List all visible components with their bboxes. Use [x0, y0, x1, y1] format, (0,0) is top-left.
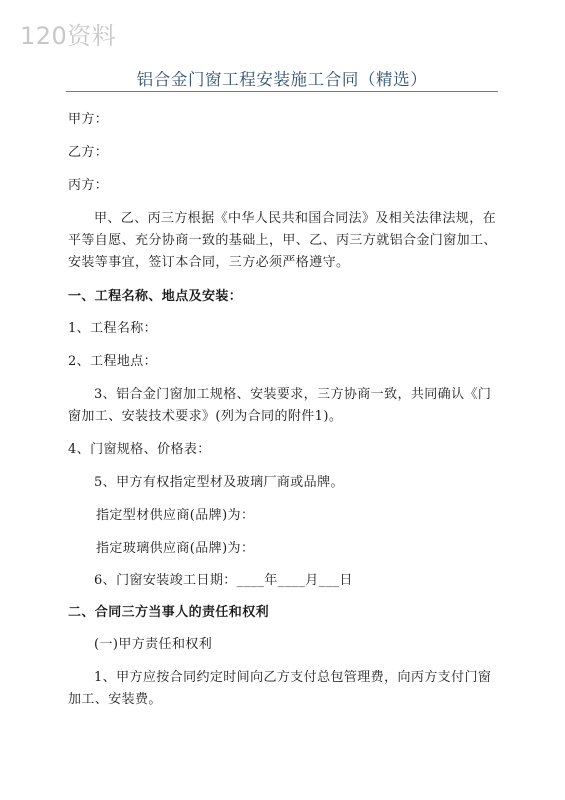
- clause-brand-rights: 5、甲方有权指定型材及玻璃厂商或品牌。: [94, 475, 344, 490]
- clause-project-location: 2、工程地点：: [68, 354, 158, 369]
- clause-spec-line: 窗加工、安装技术要求》(列为合同的附件1)。: [68, 409, 343, 424]
- glass-supplier-line: 指定玻璃供应商(品牌)为：: [96, 541, 255, 556]
- clause-price-table: 4、门窗规格、价格表：: [68, 442, 211, 457]
- completion-date-line: 6、门窗安装竣工日期：____年____月___日: [94, 573, 353, 588]
- title-underline: [66, 91, 498, 92]
- section-heading-1: 一、工程名称、地点及安装：: [68, 289, 243, 304]
- document-title: 铝合金门窗工程安装施工合同（精选）: [136, 70, 428, 89]
- watermark: 120资料: [20, 22, 117, 50]
- clause-spec-line: 3、铝合金门窗加工规格、安装要求，三方协商一致，共同确认《门: [94, 387, 492, 402]
- party-c-label: 丙方：: [68, 178, 109, 193]
- clause-payment-line: 1、甲方应按合同约定时间向乙方支付总包管理费，向丙方支付门窗: [94, 670, 492, 685]
- preamble-line: 安装等事宜，签订本合同，三方必须严格遵守。: [68, 255, 350, 270]
- party-a-label: 甲方：: [68, 112, 109, 127]
- subsection-party-a: (一)甲方责任和权利: [94, 637, 213, 652]
- preamble-line: 甲、乙、丙三方根据《中华人民共和国合同法》及相关法律法规，在: [94, 211, 497, 226]
- clause-payment-line: 加工、安装费。: [68, 692, 162, 707]
- preamble-line: 平等自愿、充分协商一致的基础上，甲、乙、丙三方就铝合金门窗加工、: [68, 233, 497, 248]
- clause-project-name: 1、工程名称：: [68, 321, 158, 336]
- profile-supplier-line: 指定型材供应商(品牌)为：: [96, 508, 255, 523]
- party-b-label: 乙方：: [68, 145, 109, 160]
- section-heading-2: 二、合同三方当事人的责任和权利: [68, 605, 270, 620]
